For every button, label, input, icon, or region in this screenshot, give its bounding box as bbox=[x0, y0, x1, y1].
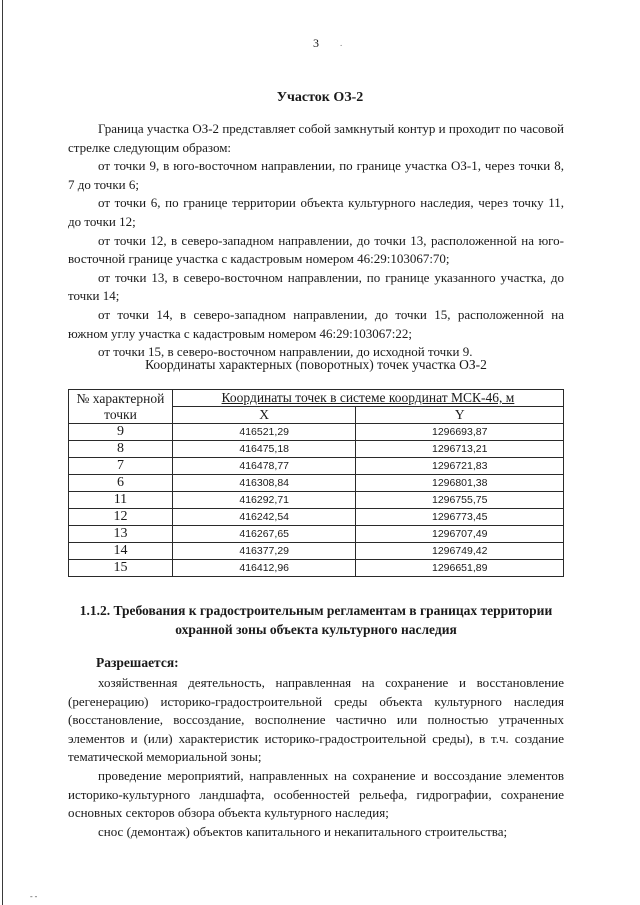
description-paragraph: от точки 9, в юго-восточном направлении, по границе участка ОЗ-1, через точки 8, 7 до точки 6; bbox=[68, 158, 564, 192]
scan-edge-line bbox=[2, 0, 3, 905]
table-row bbox=[69, 526, 564, 543]
section-title: Участок ОЗ-2 bbox=[276, 90, 364, 105]
point-cell: 6 bbox=[69, 475, 173, 492]
page-mark: . bbox=[340, 38, 343, 48]
table-row bbox=[69, 458, 564, 475]
table-row bbox=[69, 475, 564, 492]
y-cell: 1296755,75 bbox=[356, 492, 564, 509]
description-paragraph: от точки 13, в северо-восточном направлении, по границе указанного участка, до точки 14; bbox=[68, 269, 564, 304]
x-cell: 416292,71 bbox=[172, 492, 356, 509]
allowed-item: снос (демонтаж) объектов капитального и некапитального строительства; bbox=[98, 823, 508, 839]
x-cell: 416478,77 bbox=[172, 458, 356, 475]
description-paragraph: от точки 14, в северо-западном направлении, до точки 15, расположенной на южном углу участка с кадастровым номером 46:29:103067:22; bbox=[68, 306, 564, 341]
x-cell: 416475,18 bbox=[172, 441, 356, 458]
point-cell: 7 bbox=[69, 458, 173, 475]
regulations-heading: 1.1.2. Требования к градостроительным регламентам в границах территории охранной зоны объекта культурного наследия bbox=[79, 603, 553, 637]
point-cell: 14 bbox=[69, 543, 173, 560]
x-cell: 416377,29 bbox=[172, 543, 356, 560]
table-row bbox=[69, 441, 564, 458]
point-cell: 8 bbox=[69, 441, 173, 458]
y-cell: 1296773,45 bbox=[356, 509, 564, 526]
coordinates-header: Координаты точек в системе координат МСК-46, м bbox=[172, 390, 563, 407]
point-cell: 13 bbox=[69, 526, 173, 543]
y-cell: 1296651,89 bbox=[356, 560, 564, 577]
y-header: Y bbox=[356, 407, 564, 424]
point-cell: 11 bbox=[69, 492, 173, 509]
x-header: X bbox=[172, 407, 356, 424]
y-cell: 1296707,49 bbox=[356, 526, 564, 543]
bottom-scan-mark: ‑ ‑ bbox=[30, 892, 38, 901]
y-cell: 1296801,38 bbox=[356, 475, 564, 492]
table-row bbox=[69, 424, 564, 441]
point-number-header: № характерной точки bbox=[69, 390, 173, 424]
y-cell: 1296721,83 bbox=[356, 458, 564, 475]
x-cell: 416412,96 bbox=[172, 560, 356, 577]
description-paragraph: от точки 12, в северо-западном направлении, до точки 13, расположенной на юго- восточной границе участка с кадастровым номером 46:29:103067:70; bbox=[68, 232, 564, 267]
table-row bbox=[69, 560, 564, 577]
point-cell: 15 bbox=[69, 560, 173, 577]
description-paragraph: от точки 6, по границе территории объекта культурного наследия, через точку 11, до точки 12; bbox=[68, 195, 564, 229]
x-cell: 416521,29 bbox=[172, 424, 356, 441]
allowed-item: хозяйственная деятельность, направленная на сохранение и восстановление (регенерацию) историко-градостроительной среды объекта культурного наследия (восстановление, воссоздание, восполнение частично или полностью утраченных элементов и (или) характеристик историко-градостроительной среды), в т.ч. создание тематической мемориальной зоны; bbox=[68, 675, 564, 765]
y-cell: 1296749,42 bbox=[356, 543, 564, 560]
description-paragraph: Граница участка ОЗ-2 представляет собой замкнутый контур и проходит по часовой стрелке следующим образом: bbox=[68, 121, 564, 155]
table-row bbox=[69, 509, 564, 526]
y-cell: 1296693,87 bbox=[356, 424, 564, 441]
y-cell: 1296713,21 bbox=[356, 441, 564, 458]
table-row bbox=[69, 492, 564, 509]
coordinates-table bbox=[68, 389, 564, 577]
table-caption: Координаты характерных (поворотных) точек участка ОЗ-2 bbox=[145, 357, 487, 372]
description-paragraph: от точки 15, в северо-восточном направлении, до исходной точки 9. bbox=[98, 344, 473, 360]
allowed-label: Разрешается: bbox=[96, 655, 179, 670]
allowed-item: проведение мероприятий, направленных на сохранение и воссоздание элементов историко-культурного ландшафта, особенностей рельефа, гидрографии, сохранение основных секторов обзора объекта культурного наследия; bbox=[68, 767, 564, 821]
boundary-description bbox=[68, 120, 564, 362]
point-cell: 9 bbox=[69, 424, 173, 441]
x-cell: 416267,65 bbox=[172, 526, 356, 543]
point-cell: 12 bbox=[69, 509, 173, 526]
page-number: 3 bbox=[313, 36, 319, 50]
x-cell: 416242,54 bbox=[172, 509, 356, 526]
allowed-list bbox=[68, 674, 564, 841]
table-row bbox=[69, 543, 564, 560]
x-cell: 416308,84 bbox=[172, 475, 356, 492]
